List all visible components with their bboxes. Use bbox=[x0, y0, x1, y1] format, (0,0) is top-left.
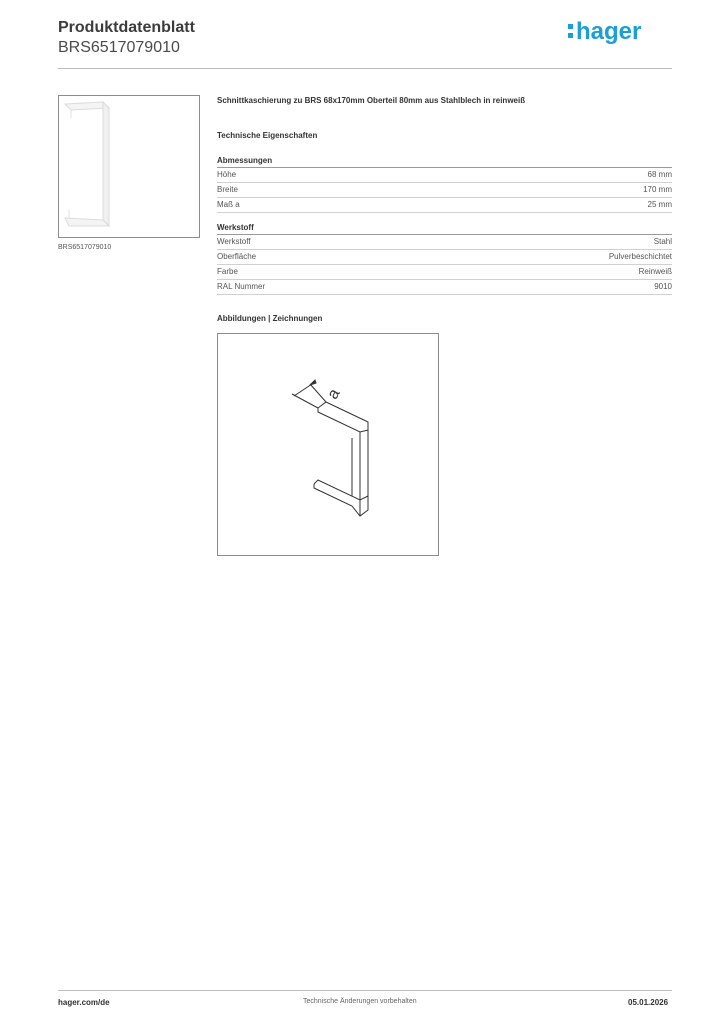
row-value: Pulverbeschichtet bbox=[608, 252, 672, 261]
row-value: 68 mm bbox=[647, 170, 672, 179]
row-label: Breite bbox=[217, 185, 238, 194]
drawings-title: Abbildungen | Zeichnungen bbox=[217, 314, 323, 323]
row-value: Reinweiß bbox=[638, 267, 672, 276]
table-row bbox=[217, 235, 672, 250]
product-image-caption: BRS6517079010 bbox=[58, 244, 112, 251]
row-label: Werkstoff bbox=[217, 237, 251, 246]
material-title: Werkstoff bbox=[217, 222, 672, 235]
logo-text: hager bbox=[576, 18, 642, 45]
row-label: Farbe bbox=[217, 267, 238, 276]
header-divider bbox=[58, 68, 672, 69]
dimensions-group bbox=[217, 155, 672, 213]
hager-logo[interactable] bbox=[567, 14, 659, 48]
technical-drawing bbox=[217, 333, 439, 556]
row-value: 9010 bbox=[654, 282, 672, 291]
technical-properties-title: Technische Eigenschaften bbox=[217, 131, 318, 140]
table-row bbox=[217, 265, 672, 280]
row-label: RAL Nummer bbox=[217, 282, 266, 291]
row-label: Maß a bbox=[217, 200, 240, 209]
product-image bbox=[58, 95, 200, 238]
footer-disclaimer: Technische Änderungen vorbehalten bbox=[303, 998, 417, 1005]
page-title: Produktdatenblatt bbox=[58, 19, 195, 36]
product-illustration bbox=[59, 96, 199, 237]
table-row bbox=[217, 198, 672, 213]
row-label: Oberfläche bbox=[217, 252, 257, 261]
row-value: Stahl bbox=[653, 237, 672, 246]
drawing-illustration bbox=[218, 334, 438, 555]
article-number: BRS6517079010 bbox=[58, 39, 180, 56]
table-row bbox=[217, 168, 672, 183]
footer-date: 05.01.2026 bbox=[628, 998, 669, 1007]
footer-divider bbox=[58, 990, 672, 991]
dimension-label-a: a bbox=[324, 385, 344, 403]
row-label: Höhe bbox=[217, 170, 237, 179]
table-row bbox=[217, 183, 672, 198]
logo-dot-bottom bbox=[568, 33, 573, 38]
material-group bbox=[217, 222, 672, 295]
row-value: 25 mm bbox=[647, 200, 672, 209]
logo-dot-top bbox=[568, 24, 573, 29]
row-value: 170 mm bbox=[643, 185, 672, 194]
footer-website-link[interactable]: hager.com/de bbox=[58, 998, 110, 1007]
table-row bbox=[217, 250, 672, 265]
product-description: Schnittkaschierung zu BRS 68x170mm Oberteil 80mm aus Stahlblech in reinweiß bbox=[217, 96, 526, 105]
dimensions-title: Abmessungen bbox=[217, 155, 672, 168]
table-row bbox=[217, 280, 672, 295]
